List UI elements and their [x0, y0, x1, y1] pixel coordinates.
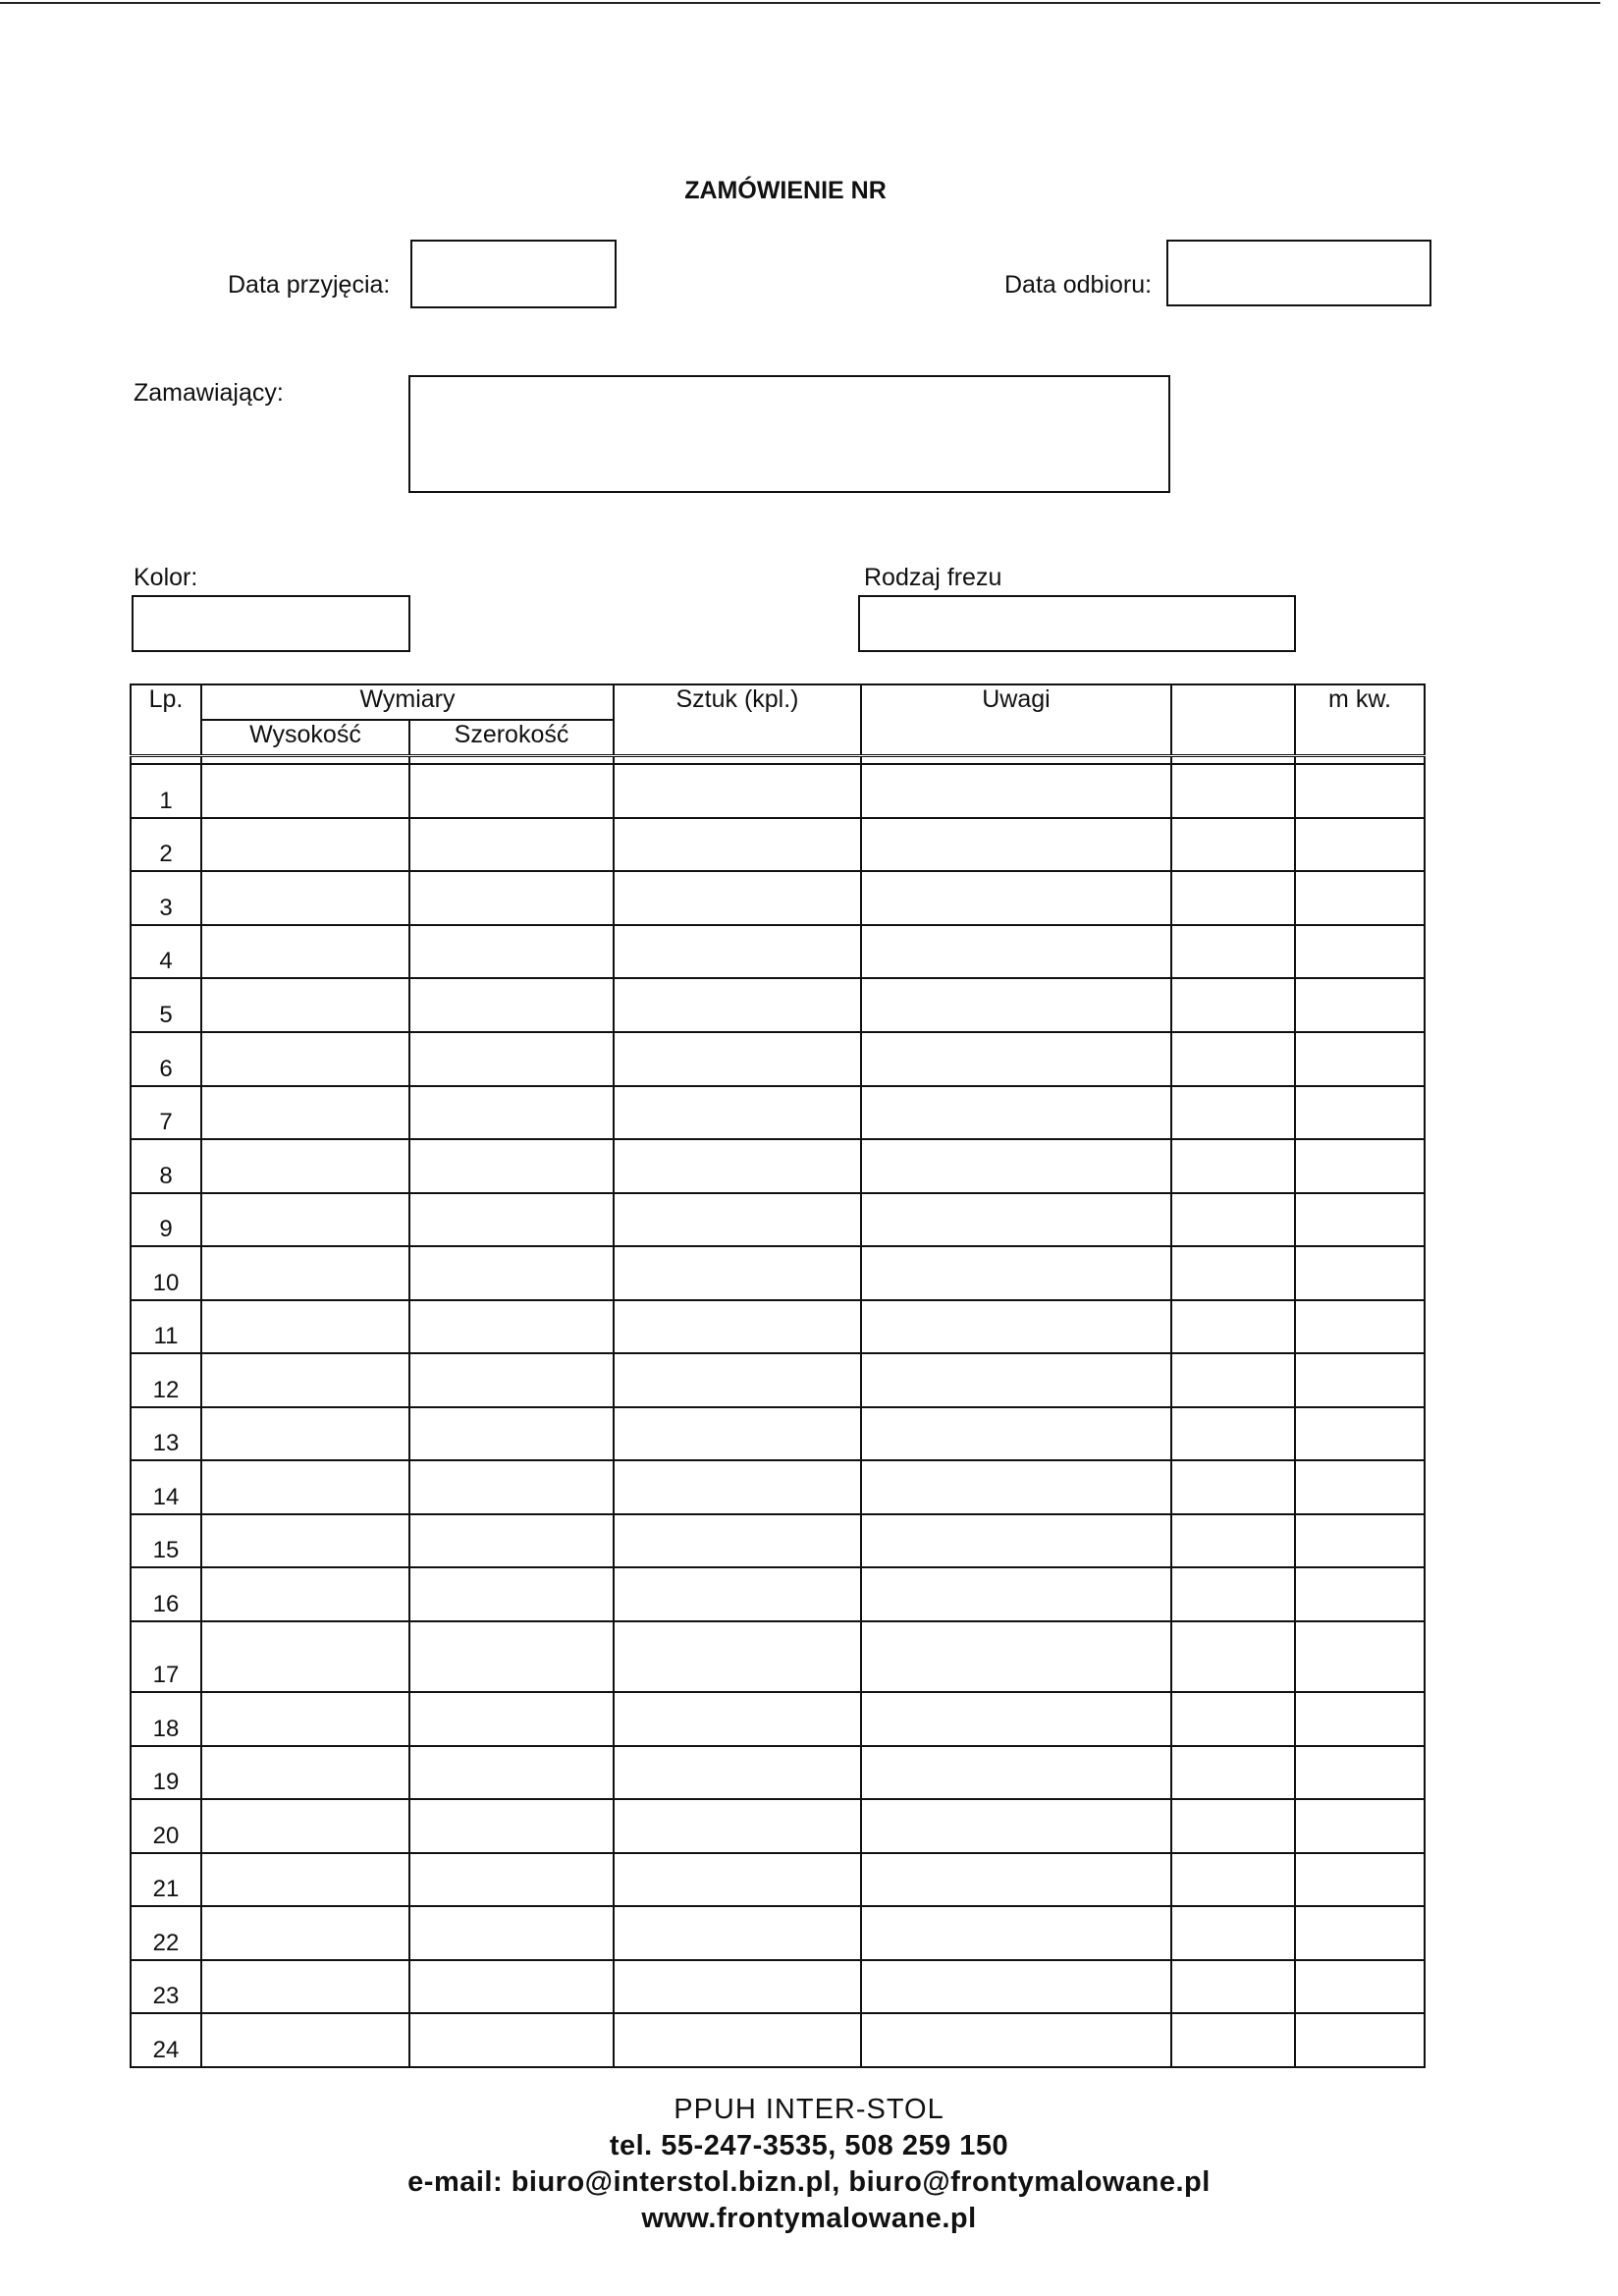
height-cell[interactable] [201, 1853, 409, 1907]
extra-cell[interactable] [1171, 1621, 1295, 1692]
col-header-lp: Lp. [131, 684, 201, 756]
row-number: 7 [131, 1086, 201, 1140]
height-cell[interactable] [201, 1692, 409, 1746]
sqm-cell[interactable] [1295, 1746, 1425, 1800]
pieces-cell[interactable] [614, 1960, 861, 2014]
sqm-cell[interactable] [1295, 2013, 1425, 2067]
extra-cell[interactable] [1171, 1514, 1295, 1568]
width-cell[interactable] [409, 1621, 614, 1692]
table-row [131, 1906, 1425, 1960]
sqm-cell[interactable] [1295, 1193, 1425, 1247]
height-cell[interactable] [201, 1906, 409, 1960]
pieces-cell[interactable] [614, 2013, 861, 2067]
extra-cell[interactable] [1171, 1567, 1295, 1621]
height-cell[interactable] [201, 1621, 409, 1692]
extra-cell[interactable] [1171, 1032, 1295, 1086]
col-header-width: Szerokość [409, 720, 614, 756]
extra-cell[interactable] [1171, 1960, 1295, 2014]
notes-cell[interactable] [861, 818, 1171, 872]
pieces-cell[interactable] [614, 764, 861, 818]
extra-cell[interactable] [1171, 1906, 1295, 1960]
row-number: 17 [131, 1621, 201, 1692]
notes-cell[interactable] [861, 1960, 1171, 2014]
width-cell[interactable] [409, 818, 614, 872]
sqm-cell[interactable] [1295, 1139, 1425, 1193]
height-cell[interactable] [201, 1032, 409, 1086]
row-number: 2 [131, 818, 201, 872]
sqm-cell[interactable] [1295, 1799, 1425, 1853]
extra-cell[interactable] [1171, 1193, 1295, 1247]
height-cell[interactable] [201, 1799, 409, 1853]
table-row [131, 1407, 1425, 1461]
width-cell[interactable] [409, 871, 614, 925]
notes-cell[interactable] [861, 2013, 1171, 2067]
pickup-date-label: Data odbioru: [1004, 271, 1153, 299]
row-number: 24 [131, 2013, 201, 2067]
width-cell[interactable] [409, 978, 614, 1032]
row-number: 18 [131, 1692, 201, 1746]
width-cell[interactable] [409, 1086, 614, 1140]
extra-cell[interactable] [1171, 1086, 1295, 1140]
height-cell[interactable] [201, 1246, 409, 1300]
extra-cell[interactable] [1171, 1139, 1295, 1193]
extra-cell[interactable] [1171, 1407, 1295, 1461]
table-row [131, 1514, 1425, 1568]
notes-cell[interactable] [861, 1086, 1171, 1140]
table-row [131, 1139, 1425, 1193]
table-row [131, 1086, 1425, 1140]
order-table-body [131, 756, 1425, 2068]
table-row [131, 1032, 1425, 1086]
table-row [131, 1193, 1425, 1247]
height-cell[interactable] [201, 2013, 409, 2067]
row-number: 22 [131, 1906, 201, 1960]
table-row [131, 1799, 1425, 1853]
row-number: 11 [131, 1300, 201, 1354]
company-email: e-mail: biuro@interstol.bizn.pl, biuro@frontymalowane.pl [407, 2166, 1211, 2198]
width-cell[interactable] [409, 1853, 614, 1907]
table-row [131, 1460, 1425, 1514]
sqm-cell[interactable] [1295, 1407, 1425, 1461]
height-cell[interactable] [201, 1086, 409, 1140]
pieces-cell[interactable] [614, 1407, 861, 1461]
header-separator [131, 756, 1425, 765]
row-number: 9 [131, 1193, 201, 1247]
sqm-cell[interactable] [1295, 1246, 1425, 1300]
milling-type-field[interactable] [858, 595, 1296, 652]
notes-cell[interactable] [861, 1246, 1171, 1300]
row-number: 1 [131, 764, 201, 818]
pieces-cell[interactable] [614, 1692, 861, 1746]
extra-cell[interactable] [1171, 1799, 1295, 1853]
width-cell[interactable] [409, 1139, 614, 1193]
notes-cell[interactable] [861, 1799, 1171, 1853]
height-cell[interactable] [201, 764, 409, 818]
width-cell[interactable] [409, 1692, 614, 1746]
company-phone: tel. 55-247-3535, 508 259 150 [609, 2130, 1009, 2161]
row-number: 3 [131, 871, 201, 925]
pieces-cell[interactable] [614, 1193, 861, 1247]
width-cell[interactable] [409, 1460, 614, 1514]
table-row [131, 1567, 1425, 1621]
pieces-cell[interactable] [614, 871, 861, 925]
notes-cell[interactable] [861, 1567, 1171, 1621]
pieces-cell[interactable] [614, 1086, 861, 1140]
width-cell[interactable] [409, 1300, 614, 1354]
row-number: 14 [131, 1460, 201, 1514]
width-cell[interactable] [409, 1032, 614, 1086]
pieces-cell[interactable] [614, 1032, 861, 1086]
table-row [131, 925, 1425, 979]
extra-cell[interactable] [1171, 871, 1295, 925]
col-header-extra [1171, 684, 1295, 756]
page-title: ZAMÓWIENIE NR [684, 177, 887, 204]
company-footer [295, 2092, 1323, 2237]
customer-label: Zamawiający: [134, 379, 284, 407]
width-cell[interactable] [409, 1514, 614, 1568]
extra-cell[interactable] [1171, 1692, 1295, 1746]
notes-cell[interactable] [861, 1746, 1171, 1800]
pieces-cell[interactable] [614, 1460, 861, 1514]
color-field[interactable] [132, 595, 410, 652]
sqm-cell[interactable] [1295, 871, 1425, 925]
sqm-cell[interactable] [1295, 1353, 1425, 1407]
row-number: 4 [131, 925, 201, 979]
table-row [131, 871, 1425, 925]
notes-cell[interactable] [861, 1906, 1171, 1960]
height-cell[interactable] [201, 1746, 409, 1800]
row-number: 13 [131, 1407, 201, 1461]
table-row [131, 1692, 1425, 1746]
notes-cell[interactable] [861, 1353, 1171, 1407]
customer-field[interactable] [408, 375, 1170, 493]
sqm-cell[interactable] [1295, 1032, 1425, 1086]
pieces-cell[interactable] [614, 1853, 861, 1907]
col-header-dimensions: Wymiary [201, 684, 614, 720]
height-cell[interactable] [201, 978, 409, 1032]
pieces-cell[interactable] [614, 1746, 861, 1800]
row-number: 15 [131, 1514, 201, 1568]
row-number: 19 [131, 1746, 201, 1800]
height-cell[interactable] [201, 1960, 409, 2014]
sqm-cell[interactable] [1295, 1086, 1425, 1140]
notes-cell[interactable] [861, 1514, 1171, 1568]
height-cell[interactable] [201, 871, 409, 925]
pieces-cell[interactable] [614, 1567, 861, 1621]
pieces-cell[interactable] [614, 1300, 861, 1354]
notes-cell[interactable] [861, 764, 1171, 818]
notes-cell[interactable] [861, 925, 1171, 979]
col-header-notes: Uwagi [861, 684, 1171, 756]
sqm-cell[interactable] [1295, 1567, 1425, 1621]
width-cell[interactable] [409, 1960, 614, 2014]
height-cell[interactable] [201, 1193, 409, 1247]
extra-cell[interactable] [1171, 1746, 1295, 1800]
table-row [131, 978, 1425, 1032]
height-cell[interactable] [201, 1300, 409, 1354]
notes-cell[interactable] [861, 1032, 1171, 1086]
sqm-cell[interactable] [1295, 1460, 1425, 1514]
extra-cell[interactable] [1171, 978, 1295, 1032]
table-row [131, 764, 1425, 818]
pieces-cell[interactable] [614, 818, 861, 872]
extra-cell[interactable] [1171, 1246, 1295, 1300]
table-row [131, 1621, 1425, 1692]
pickup-date-field[interactable] [1166, 240, 1431, 306]
row-number: 16 [131, 1567, 201, 1621]
row-number: 20 [131, 1799, 201, 1853]
row-number: 6 [131, 1032, 201, 1086]
sqm-cell[interactable] [1295, 764, 1425, 818]
pieces-cell[interactable] [614, 1799, 861, 1853]
sqm-cell[interactable] [1295, 1514, 1425, 1568]
width-cell[interactable] [409, 2013, 614, 2067]
height-cell[interactable] [201, 1514, 409, 1568]
sqm-cell[interactable] [1295, 1906, 1425, 1960]
table-row [131, 2013, 1425, 2067]
table-row [131, 1853, 1425, 1907]
col-header-height: Wysokość [201, 720, 409, 756]
received-date-label: Data przyjęcia: [228, 271, 391, 299]
height-cell[interactable] [201, 1407, 409, 1461]
row-number: 8 [131, 1139, 201, 1193]
sqm-cell[interactable] [1295, 1300, 1425, 1354]
table-row [131, 1300, 1425, 1354]
extra-cell[interactable] [1171, 1353, 1295, 1407]
row-number: 21 [131, 1853, 201, 1907]
row-number: 5 [131, 978, 201, 1032]
height-cell[interactable] [201, 1567, 409, 1621]
table-row [131, 818, 1425, 872]
pieces-cell[interactable] [614, 1139, 861, 1193]
extra-cell[interactable] [1171, 925, 1295, 979]
notes-cell[interactable] [861, 978, 1171, 1032]
sqm-cell[interactable] [1295, 1853, 1425, 1907]
sqm-cell[interactable] [1295, 925, 1425, 979]
extra-cell[interactable] [1171, 764, 1295, 818]
width-cell[interactable] [409, 1353, 614, 1407]
width-cell[interactable] [409, 1407, 614, 1461]
pieces-cell[interactable] [614, 925, 861, 979]
pieces-cell[interactable] [614, 1353, 861, 1407]
pieces-cell[interactable] [614, 978, 861, 1032]
extra-cell[interactable] [1171, 1460, 1295, 1514]
sqm-cell[interactable] [1295, 1692, 1425, 1746]
row-number: 10 [131, 1246, 201, 1300]
width-cell[interactable] [409, 764, 614, 818]
width-cell[interactable] [409, 1746, 614, 1800]
col-header-sqm: m kw. [1295, 684, 1425, 756]
extra-cell[interactable] [1171, 1853, 1295, 1907]
height-cell[interactable] [201, 1353, 409, 1407]
milling-type-label: Rodzaj frezu [864, 564, 1002, 591]
sqm-cell[interactable] [1295, 978, 1425, 1032]
extra-cell[interactable] [1171, 1300, 1295, 1354]
notes-cell[interactable] [861, 1460, 1171, 1514]
width-cell[interactable] [409, 1246, 614, 1300]
row-number: 23 [131, 1960, 201, 2014]
table-row [131, 1746, 1425, 1800]
height-cell[interactable] [201, 1460, 409, 1514]
received-date-field[interactable] [410, 240, 617, 308]
pieces-cell[interactable] [614, 1621, 861, 1692]
col-header-pieces: Sztuk (kpl.) [614, 684, 861, 756]
width-cell[interactable] [409, 925, 614, 979]
pieces-cell[interactable] [614, 1246, 861, 1300]
notes-cell[interactable] [861, 1692, 1171, 1746]
sqm-cell[interactable] [1295, 1621, 1425, 1692]
pieces-cell[interactable] [614, 1514, 861, 1568]
row-number: 12 [131, 1353, 201, 1407]
width-cell[interactable] [409, 1193, 614, 1247]
sqm-cell[interactable] [1295, 1960, 1425, 2014]
extra-cell[interactable] [1171, 2013, 1295, 2067]
extra-cell[interactable] [1171, 818, 1295, 872]
notes-cell[interactable] [861, 1407, 1171, 1461]
notes-cell[interactable] [861, 1621, 1171, 1692]
company-website: www.frontymalowane.pl [641, 2203, 977, 2234]
notes-cell[interactable] [861, 871, 1171, 925]
height-cell[interactable] [201, 818, 409, 872]
table-row [131, 1353, 1425, 1407]
company-name: PPUH INTER-STOL [674, 2094, 944, 2125]
color-label: Kolor: [134, 564, 198, 591]
notes-cell[interactable] [861, 1853, 1171, 1907]
table-row [131, 1246, 1425, 1300]
width-cell[interactable] [409, 1799, 614, 1853]
notes-cell[interactable] [861, 1193, 1171, 1247]
width-cell[interactable] [409, 1567, 614, 1621]
table-row [131, 1960, 1425, 2014]
top-border-line [0, 2, 1600, 4]
notes-cell[interactable] [861, 1300, 1171, 1354]
height-cell[interactable] [201, 1139, 409, 1193]
order-table [130, 683, 1426, 2068]
height-cell[interactable] [201, 925, 409, 979]
sqm-cell[interactable] [1295, 818, 1425, 872]
pieces-cell[interactable] [614, 1906, 861, 1960]
width-cell[interactable] [409, 1906, 614, 1960]
notes-cell[interactable] [861, 1139, 1171, 1193]
